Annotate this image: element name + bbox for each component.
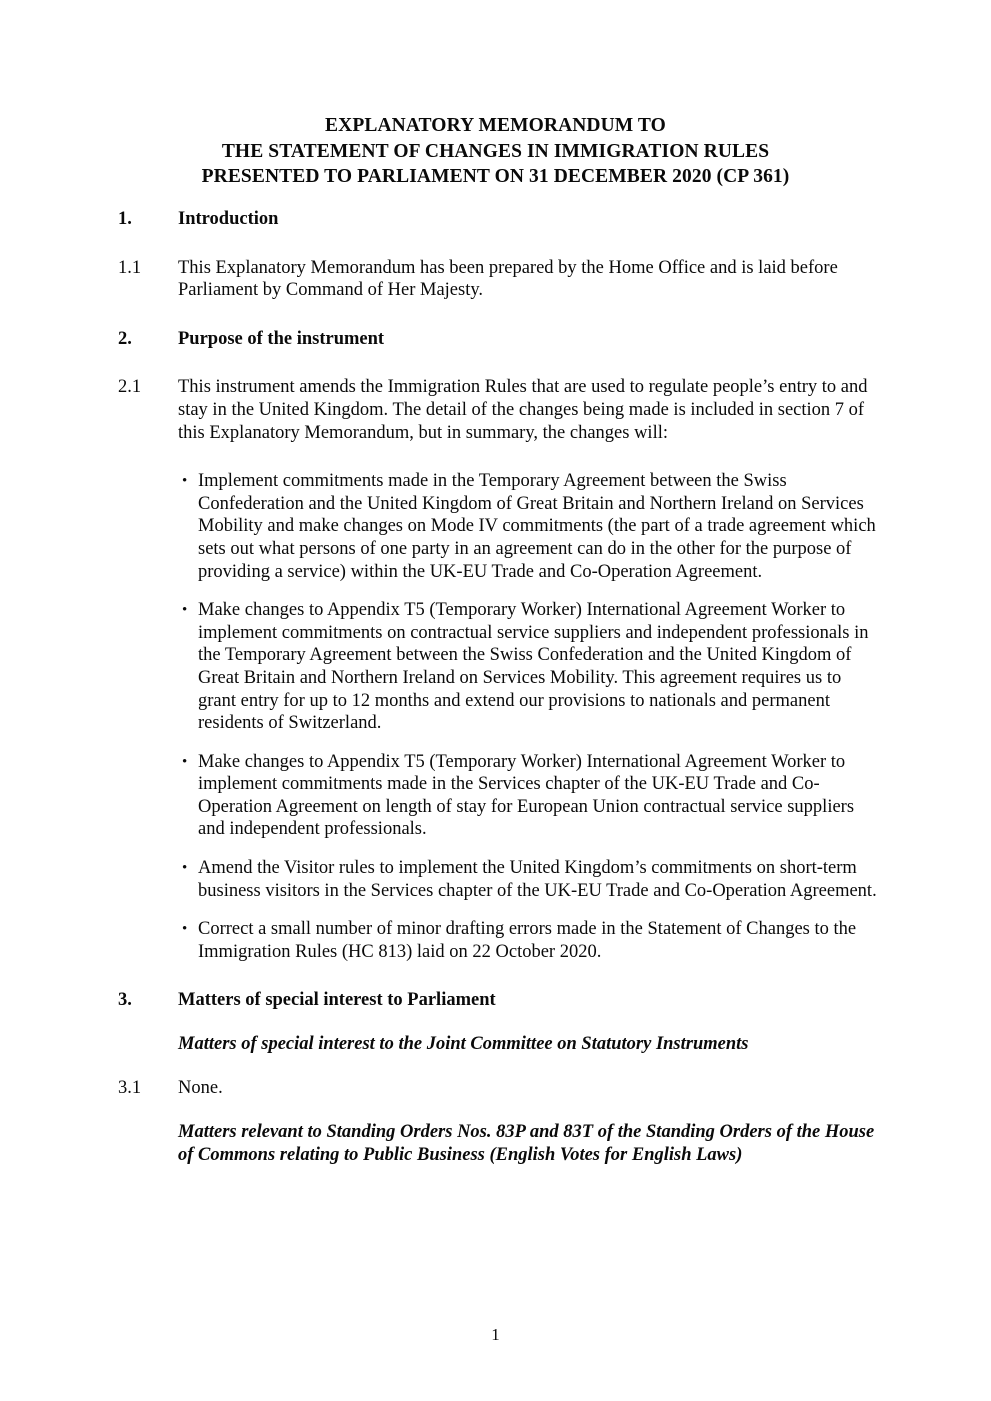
section-title-3: Matters of special interest to Parliament [178, 990, 496, 1011]
page-number-footer: 1 [491, 1325, 500, 1344]
list-item [182, 599, 880, 735]
paragraph-text-2-1: This instrument amends the Immigration Rules that are used to regulate people’s entry to and stay in the United Kingdom. The detail of the changes being made is included in section 7 of this Explanatory Memorandum, but in summary, the changes will: [178, 377, 868, 443]
list-item-text: Implement commitments made in the Temporary Agreement between the Swiss Confederation and the United Kingdom of Great Britain and Northern Ireland on Services Mobility and make changes on Mode IV commitments (the part of a trade agreement which sets out what persons of one party in an agreement can do in the other for the purpose of providing a service) within the UK-EU Trade and Co-Operation Agreement. [198, 471, 876, 582]
section-number-3: 3. [118, 990, 132, 1011]
purpose-bullet-list [182, 470, 880, 963]
spacer [118, 444, 880, 470]
section-title-2: Purpose of the instrument [178, 328, 385, 349]
spacer [182, 735, 880, 751]
spacer [182, 902, 880, 918]
paragraph-text-3-1: None. [178, 1077, 223, 1098]
title-line-2: THE STATEMENT OF CHANGES IN IMMIGRATION RULES [221, 140, 770, 162]
list-item-text: Make changes to Appendix T5 (Temporary Worker) International Agreement Worker to implement commitments made in the Services chapter of the UK-EU Trade and Co-Operation Agreement on length of stay for European Union contractual service suppliers and independent professionals. [198, 751, 855, 840]
bullet-point-icon: • [182, 602, 188, 619]
spacer [118, 1056, 880, 1077]
spacer [182, 841, 880, 857]
spacer [118, 1099, 880, 1121]
list-item [182, 918, 880, 963]
section-heading-introduction [118, 208, 880, 231]
subheading-joint-committee: Matters of special interest to the Joint Committee on Statutory Instruments [178, 1034, 749, 1055]
spacer [182, 583, 880, 599]
list-item-text: Make changes to Appendix T5 (Temporary Worker) International Agreement Worker to implement commitments on contractual service suppliers and independent professionals in the Temporary Agreement between the Swiss Confederation and the United Kingdom of Great Britain and Northern Ireland on Services Mobility. This agreement requires us to grant entry for up to 12 months and extend our provisions to nationals and permanent residents of Switzerland. [198, 600, 869, 734]
title-line-3: PRESENTED TO PARLIAMENT ON 31 DECEMBER 2020 (CP 361) [201, 166, 790, 187]
list-item [182, 751, 880, 841]
spacer [118, 231, 880, 257]
section-heading-matters [118, 989, 880, 1012]
paragraph-2-1 [118, 376, 880, 444]
document-body [118, 208, 880, 1166]
section-number-2: 2. [118, 328, 132, 349]
paragraph-number-3-1: 3.1 [118, 1077, 142, 1098]
bullet-point-icon: • [182, 860, 188, 877]
paragraph-number-1-1: 1.1 [118, 257, 142, 278]
spacer [118, 350, 880, 376]
section-title-1: Introduction [178, 209, 279, 229]
subheading-standing-orders: Matters relevant to Standing Orders Nos. 83P and 83T of the Standing Orders of the House of Commons relating to Public Business (English Votes for English Laws) [178, 1122, 875, 1165]
section-number-1: 1. [118, 209, 132, 229]
paragraph-1-1 [118, 257, 880, 302]
paragraph-text-1-1: This Explanatory Memorandum has been prepared by the Home Office and is laid before Parliament by Command of Her Majesty. [178, 257, 838, 301]
list-item-text: Correct a small number of minor drafting errors made in the Statement of Changes to the Immigration Rules (HC 813) laid on 22 October 2020. [198, 919, 857, 962]
paragraph-3-1 [118, 1077, 880, 1100]
bullet-point-icon: • [182, 921, 188, 938]
section-heading-purpose [118, 328, 880, 351]
bullet-point-icon: • [182, 753, 188, 770]
spacer [118, 963, 880, 989]
list-item [182, 857, 880, 902]
spacer [118, 302, 880, 328]
list-item [182, 470, 880, 583]
document-title [0, 113, 991, 190]
title-line-1: EXPLANATORY MEMORANDUM TO [325, 115, 666, 136]
spacer [118, 1012, 880, 1033]
list-item-text: Amend the Visitor rules to implement the United Kingdom’s commitments on short-term business visitors in the Services chapter of the UK-EU Trade and Co-Operation Agreement. [198, 858, 877, 901]
paragraph-number-2-1: 2.1 [118, 377, 142, 398]
bullet-point-icon: • [182, 473, 188, 490]
